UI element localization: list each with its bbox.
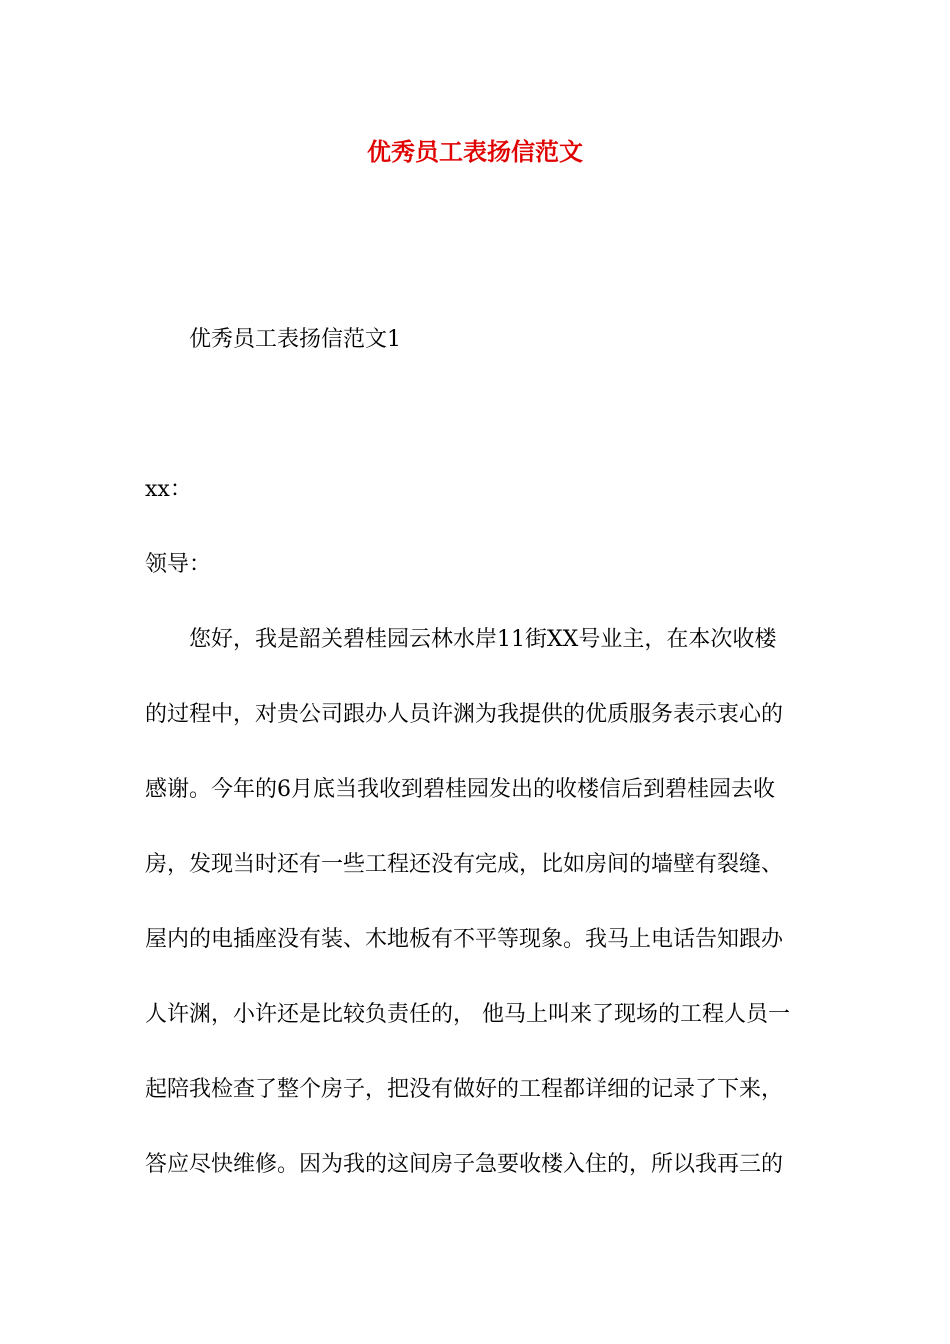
document-title: 优秀员工表扬信范文 <box>367 137 583 166</box>
body-text-line: 答应尽快维修。因为我的这间房子急要收楼入住的，所以我再三的 <box>145 1152 784 1177</box>
body-text-line: 屋内的电插座没有装、木地板有不平等现象。我马上电话告知跟办 <box>145 927 784 952</box>
body-text-line: 人许渊，小许还是比较负责任的， 他马上叫来了现场的工程人员一 <box>145 1002 790 1027</box>
body-text-line: 的过程中，对贵公司跟办人员许渊为我提供的优质服务表示衷心的 <box>145 702 784 727</box>
body-text-line: 起陪我检查了整个房子，把没有做好的工程都详细的记录了下来， <box>145 1077 784 1102</box>
salutation-line: 领导： <box>145 552 212 577</box>
letter-subheading: 优秀员工表扬信范文1 <box>189 327 401 352</box>
body-text-line: 房，发现当时还有一些工程还没有完成，比如房间的墙壁有裂缝、 <box>145 852 784 877</box>
body-text-line: 感谢。今年的6月底当我收到碧桂园发出的收楼信后到碧桂园去收 <box>145 777 775 802</box>
salutation-line: xx： <box>145 477 192 502</box>
body-text-line: 您好，我是韶关碧桂园云林水岸11街XX号业主，在本次收楼 <box>189 627 777 652</box>
